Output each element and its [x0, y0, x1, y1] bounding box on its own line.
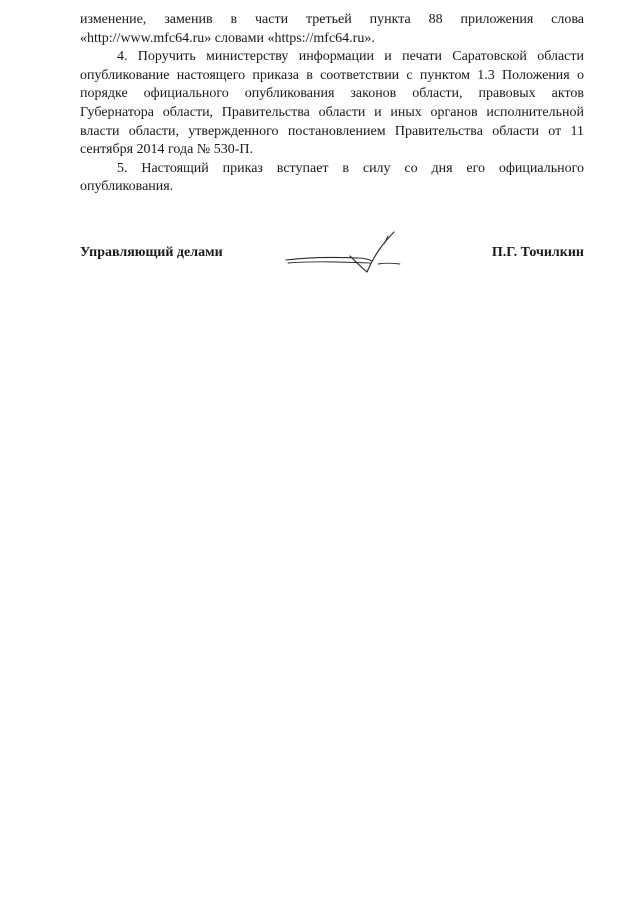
paragraph-item-5: 5. Настоящий приказ вступает в силу со дня его официального опубликования. — [80, 160, 584, 195]
signatory-name: П.Г. Точилкин — [491, 245, 584, 260]
document-body — [80, 11, 584, 197]
signatory-title: Управляющий делами — [80, 245, 223, 260]
paragraph-continuation: изменение, заменив в части третьей пункта 88 приложения слова «http://www.mfc64.ru» словами «https://mfc64.ru». — [80, 12, 584, 46]
handwritten-signature — [280, 230, 420, 274]
paragraph-item-4: 4. Поручить министерству информации и печати Саратовской области опубликование настоящего приказа в соответствии с пунктом 1.3 Положения о порядке официального опубликования законов области, правовых актов Губернатора области, Правительства области и иных органов исполнительной власти области, утвержденного постановлением Правительства области от 11 сентября 2014 года № 530-П. — [80, 49, 584, 158]
signature-block — [80, 244, 584, 274]
